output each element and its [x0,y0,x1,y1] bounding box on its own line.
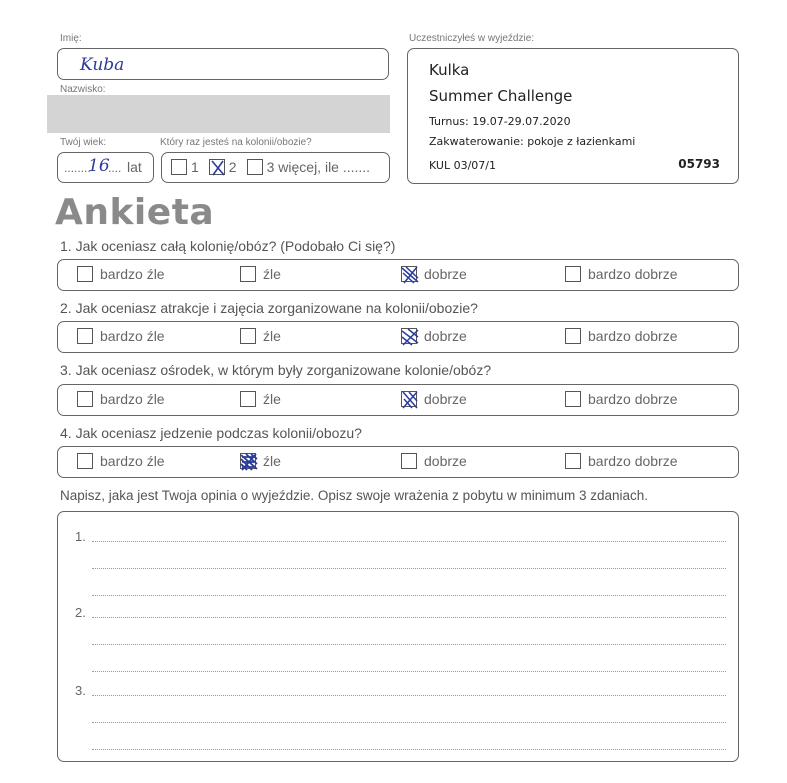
q2-option-bardzo-dobrze[interactable] [565,328,678,344]
q3-bardzo-zle-checkbox[interactable] [77,391,93,407]
ktory-raz-label: Który raz jesteś na kolonii/obozie? [160,137,312,148]
q4-option-bardzo-zle[interactable] [77,453,165,469]
q4-dobrze-checkbox[interactable] [401,453,417,469]
q3-option-bardzo-dobrze[interactable] [565,391,678,407]
q4-bardzo-dobrze-checkbox[interactable] [565,453,581,469]
imie-field[interactable] [57,48,389,80]
trip-zakwaterowanie: Zakwaterowanie: pokoje z łazienkami [429,135,636,148]
trip-box [407,48,739,184]
opinion-line-3-number: 3. [75,683,86,698]
q4-option-zle[interactable] [240,453,281,469]
opinion-line [92,617,726,618]
q2-bardzo-zle-label: bardzo źle [100,328,165,344]
question-4-text: 4. Jak oceniasz jedzenie podczas kolonii/obozu? [60,425,362,441]
question-2-text: 2. Jak oceniasz atrakcje i zajęcia zorganizowane na kolonii/obozie? [60,300,478,316]
trip-turnus: Turnus: 19.07-29.07.2020 [429,115,571,128]
ktory-raz-1-checkbox[interactable] [171,159,187,175]
q2-dobrze-checkbox[interactable] [401,328,417,344]
q1-option-bardzo-zle[interactable] [77,266,165,282]
q1-option-zle[interactable] [240,266,281,282]
q4-option-bardzo-dobrze[interactable] [565,453,678,469]
opinion-line [92,541,726,542]
handwritten-x-mark-icon [208,158,228,178]
q1-option-dobrze[interactable] [401,266,467,282]
q1-bardzo-zle-label: bardzo źle [100,266,165,282]
q3-bardzo-zle-label: bardzo źle [100,391,165,407]
q3-option-bardzo-zle[interactable] [77,391,165,407]
q1-option-bardzo-dobrze[interactable] [565,266,678,282]
q2-option-zle[interactable] [240,328,281,344]
q2-zle-checkbox[interactable] [240,328,256,344]
q4-bardzo-dobrze-label: bardzo dobrze [588,453,678,469]
trip-number: 05793 [678,157,720,171]
imie-value: Kuba [80,55,125,75]
q4-bardzo-zle-checkbox[interactable] [77,453,93,469]
q3-zle-label: źle [263,391,281,407]
question-1-options [57,259,739,291]
question-3-options [57,384,739,416]
ktory-raz-1-label: 1 [191,159,199,175]
opinion-line [92,595,726,596]
opinion-line-2-number: 2. [75,605,86,620]
ktory-raz-3-label: 3 więcej, ile ....... [266,159,371,175]
opinion-line [92,749,726,750]
q2-option-bardzo-zle[interactable] [77,328,165,344]
opinion-textarea[interactable] [57,511,739,762]
question-1-text: 1. Jak oceniasz całą kolonię/obóz? (Podobało Ci się?) [60,238,396,254]
q2-zle-label: źle [263,328,281,344]
q1-bardzo-zle-checkbox[interactable] [77,266,93,282]
wiek-value: 16 [88,156,110,176]
q3-option-zle[interactable] [240,391,281,407]
handwritten-x-mark-icon [400,265,420,285]
q3-bardzo-dobrze-label: bardzo dobrze [588,391,678,407]
q2-dobrze-label: dobrze [424,328,467,344]
opinion-line [92,568,726,569]
q4-bardzo-zle-label: bardzo źle [100,453,165,469]
q1-bardzo-dobrze-checkbox[interactable] [565,266,581,282]
trip-program: Summer Challenge [429,87,573,105]
opinion-line [92,644,726,645]
q3-bardzo-dobrze-checkbox[interactable] [565,391,581,407]
question-4-options [57,446,739,478]
q2-bardzo-zle-checkbox[interactable] [77,328,93,344]
opinion-line [92,671,726,672]
q1-bardzo-dobrze-label: bardzo dobrze [588,266,678,282]
wiek-field[interactable] [57,152,154,183]
trip-name: Kulka [429,61,470,79]
q4-option-dobrze[interactable] [401,453,467,469]
trip-label: Uczestniczyłeś w wyjeździe: [409,33,535,44]
handwritten-scribble-mark-icon [239,452,259,472]
imie-label: Imię: [60,33,82,44]
opinion-prompt: Napisz, jaka jest Twoja opinia o wyjeździe. Opisz swoje wrażenia z pobytu w minimum 3 zdaniach. [60,488,649,503]
q3-zle-checkbox[interactable] [240,391,256,407]
q1-zle-checkbox[interactable] [240,266,256,282]
q2-bardzo-dobrze-checkbox[interactable] [565,328,581,344]
opinion-line-1-number: 1. [75,529,86,544]
wiek-label: Twój wiek: [60,137,107,148]
trip-code: KUL 03/07/1 [429,159,496,172]
q3-dobrze-label: dobrze [424,391,467,407]
q4-zle-checkbox[interactable] [240,453,256,469]
nazwisko-label: Nazwisko: [60,84,106,95]
q1-dobrze-checkbox[interactable] [401,266,417,282]
q4-dobrze-label: dobrze [424,453,467,469]
ktory-raz-field [161,152,390,183]
q1-zle-label: źle [263,266,281,282]
lat-label: lat [127,159,142,175]
opinion-line [92,722,726,723]
ktory-raz-2-checkbox[interactable] [209,159,225,175]
handwritten-x-mark-icon [400,390,420,410]
wiek-dots-prefix: ........ [64,161,91,175]
q2-bardzo-dobrze-label: bardzo dobrze [588,328,678,344]
ktory-raz-2-label: 2 [228,159,237,175]
q3-option-dobrze[interactable] [401,391,467,407]
q1-dobrze-label: dobrze [424,266,467,282]
survey-title: Ankieta [55,192,215,233]
handwritten-x-mark-icon [400,327,420,347]
q4-zle-label: źle [263,453,281,469]
opinion-line [92,695,726,696]
ktory-raz-3-checkbox[interactable] [247,159,263,175]
q3-dobrze-checkbox[interactable] [401,391,417,407]
q2-option-dobrze[interactable] [401,328,467,344]
question-3-text: 3. Jak oceniasz ośrodek, w którym były zorganizowane kolonie/obóz? [60,362,492,378]
nazwisko-redacted [47,95,390,133]
wiek-dots-suffix: .... [108,161,122,175]
question-2-options [57,321,739,353]
